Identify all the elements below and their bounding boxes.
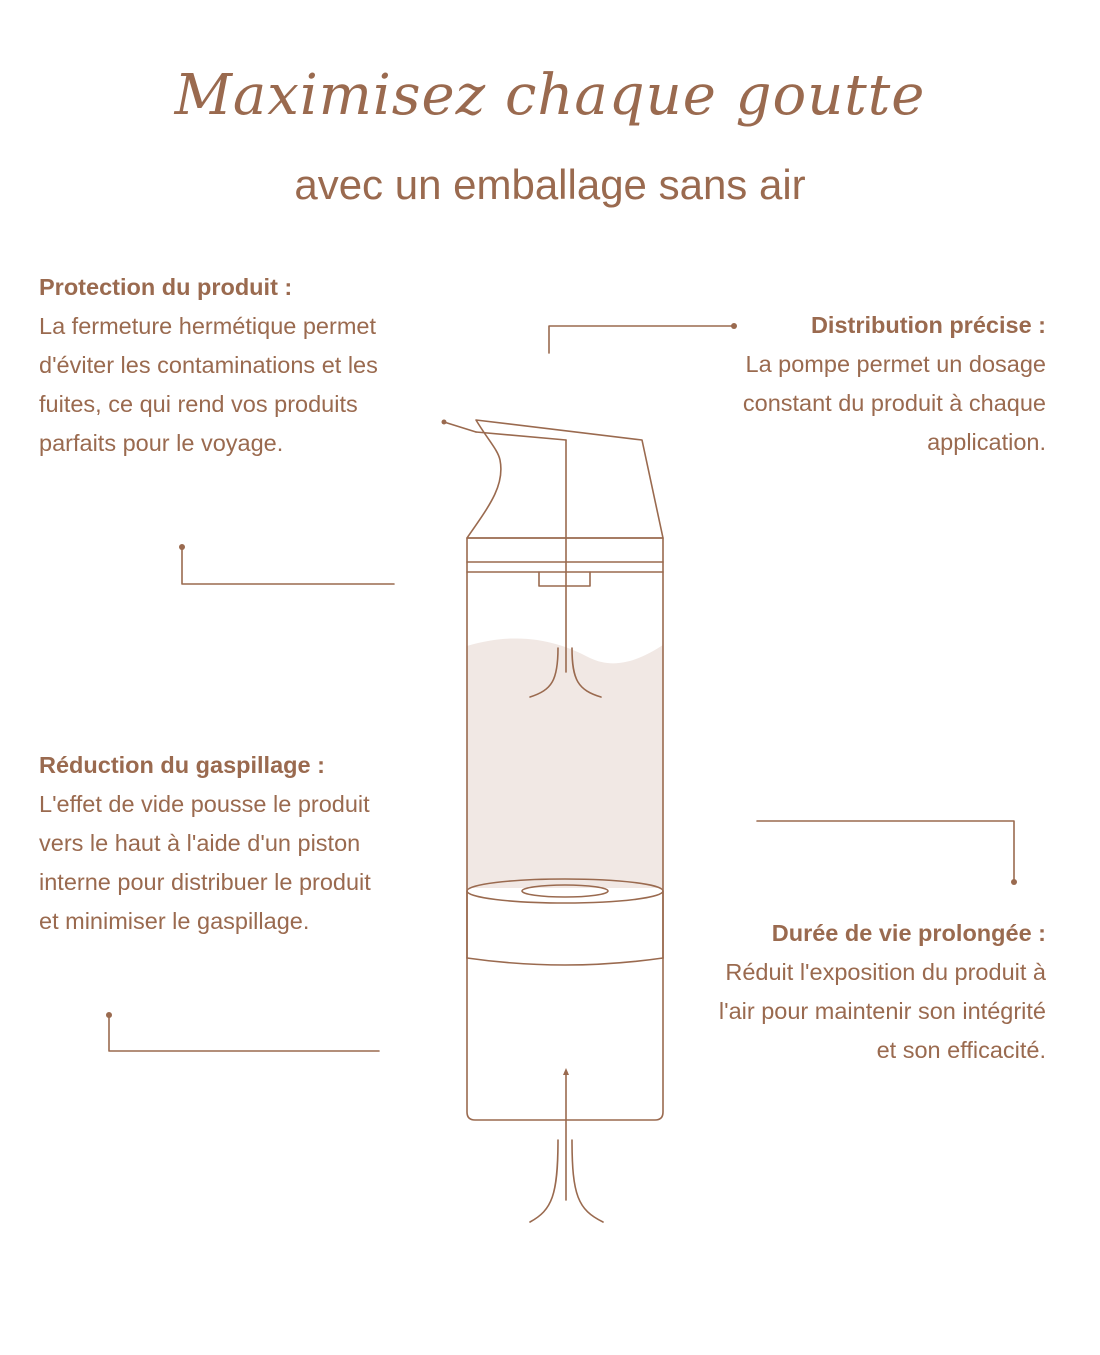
callout-dot-protection — [179, 544, 185, 550]
callout-dot-duree — [1011, 879, 1017, 885]
feature-heading-reduction: Réduction du gaspillage : — [39, 752, 325, 778]
feature-heading-distribution: Distribution précise : — [810, 312, 1046, 338]
callout-dot-distribution — [731, 323, 737, 329]
callout-protection — [182, 547, 394, 584]
pointer-dot — [442, 420, 447, 425]
flow-pointer-top — [476, 432, 566, 440]
callout-distribution — [549, 326, 734, 353]
bottle-collar — [467, 538, 663, 572]
feature-body-distribution: La pompe permet un dosage constant du produit à chaque application. — [742, 351, 1046, 455]
product-fill — [467, 638, 663, 888]
valve-icon — [539, 572, 590, 586]
feature-body-duree: Réduit l'exposition du produit à l'air pour maintenir son intégrité et son efficacité. — [718, 959, 1046, 1063]
arrow-head-bottom — [563, 1068, 569, 1075]
callout-reduction — [109, 1015, 379, 1051]
flow-curve-bottom-left — [530, 1140, 558, 1222]
flow-curve-bottom-right — [572, 1140, 603, 1222]
feature-body-protection: La fermeture hermétique permet d'éviter les contaminations et les fuites, ce qui rend vos produits parfaits pour le voyage. — [39, 313, 378, 456]
script-title: Maximisez chaque goutte — [174, 63, 926, 128]
page-subtitle: avec un emballage sans air — [294, 161, 806, 208]
feature-heading-duree: Durée de vie prolongée : — [771, 920, 1046, 946]
feature-heading-protection: Protection du produit : — [39, 274, 293, 300]
feature-body-reduction: L'effet de vide pousse le produit vers le haut à l'aide d'un piston interne pour distribuer le produit et minimiser le gaspillage. — [39, 791, 371, 934]
piston-lower — [467, 958, 663, 965]
pump-head-icon — [467, 420, 663, 538]
callout-duree — [757, 821, 1014, 882]
callout-dot-reduction — [106, 1012, 112, 1018]
